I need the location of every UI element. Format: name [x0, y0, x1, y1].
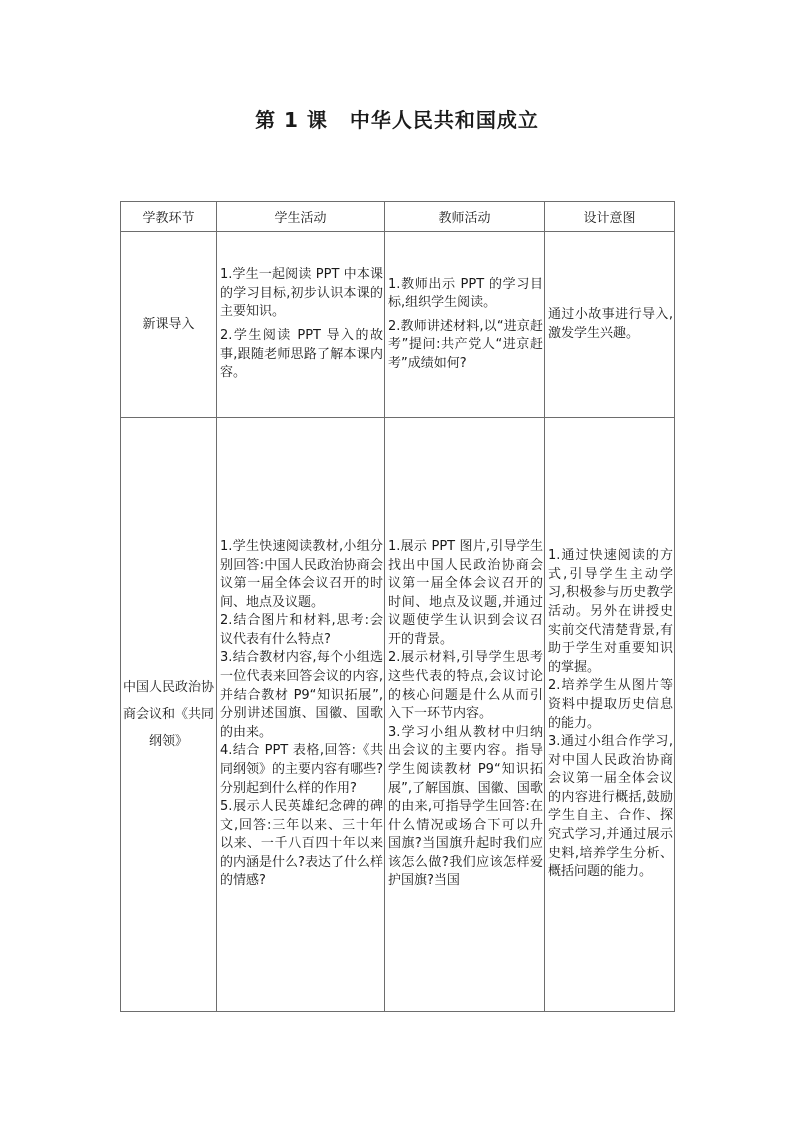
student-activity-item: 4.结合 PPT 表格,回答:《共同纲领》的主要内容有哪些?分别起到什么样的作用? [220, 743, 383, 796]
teacher-activity-cell [385, 418, 545, 1012]
teacher-activity-item: 1.展示 PPT 图片,引导学生找出中国人民政治协商会议第一届全体会议召开的时间、地点及议题,并通过议题使学生认识到会议召开的背景。 [388, 539, 543, 647]
lesson-name: 中华人民共和国成立 [349, 108, 539, 132]
design-intent-item: 1.通过快速阅读的方式,引导学生主动学习,积极参与历史教学活动。另外在讲授史实前交代清楚背景,有助于学生对重要知识的掌握。 [548, 548, 673, 675]
teacher-activity-item: 1.教师出示 PPT 的学习目标,组织学生阅读。 [388, 276, 543, 311]
student-activity-item: 1.学生一起阅读 PPT 中本课的学习目标,初步认识本课的主要知识。 [220, 267, 383, 320]
student-activity-item: 1.学生快速阅读教材,小组分别回答:中国人民政治协商会议第一届全体会议召开的时间、地点及议题。 [220, 539, 383, 610]
design-intent-cell [545, 232, 675, 418]
student-activity-item: 3.结合教材内容,每个小组选一位代表来回答会议的内容,并结合教材 P9“知识拓展”,分别讲述国旗、国徽、国歌的由来。 [220, 650, 383, 740]
student-activity-cell [217, 418, 385, 1012]
design-intent-cell [545, 418, 675, 1012]
teacher-activity-item: 2.展示材料,引导学生思考这些代表的特点,会议讨论的核心问题是什么从而引入下一环节内容。 [388, 650, 543, 722]
student-activity-item: 5.展示人民英雄纪念碑的碑文,回答:三年以来、三十年以来、一千八百四十年以来的内涵是什么?表达了什么样的情感? [220, 799, 383, 889]
header-design-intent: 设计意图 [545, 202, 675, 232]
header-student-activity: 学生活动 [217, 202, 385, 232]
design-intent-item: 2.培养学生从图片等资料中提取历史信息的能力。 [548, 678, 673, 731]
stage-cell: 新课导入 [121, 232, 217, 418]
design-intent-item: 通过小故事进行导入,激发学生兴趣。 [548, 306, 673, 341]
header-teacher-activity: 教师活动 [385, 202, 545, 232]
design-intent-item: 3.通过小组合作学习,对中国人民政治协商会议第一届全体会议的内容进行概括,鼓励学生自主、合作、探究式学习,并通过展示史料,培养学生分析、概括问题的能力。 [548, 734, 673, 880]
lesson-number: 第 1 课 [255, 108, 328, 132]
lesson-title [0, 104, 794, 133]
student-activity-cell [217, 232, 385, 418]
student-activity-item: 2.结合图片和材料,思考:会议代表有什么特点? [220, 613, 383, 647]
student-activity-item: 2.学生阅读 PPT 导入的故事,跟随老师思路了解本课内容。 [220, 328, 383, 381]
table-row [121, 418, 675, 1012]
header-stage: 学教环节 [121, 202, 217, 232]
teacher-activity-item: 3.学习小组从教材中归纳出会议的主要内容。指导学生阅读教材 P9“知识拓展”,了解国旗、国徽、国歌的由来,可指导学生回答:在什么情况或场合下可以升国旗?当国旗升起时我们应该怎么做?我们应该怎样爱护国旗?当国 [388, 724, 543, 889]
teacher-activity-item: 2.教师讲述材料,以“进京赶考”提问:共产党人“进京赶考”成绩如何? [388, 318, 543, 371]
table-header-row [121, 202, 675, 232]
table-row [121, 232, 675, 418]
teacher-activity-cell [385, 232, 545, 418]
stage-cell: 中国人民政治协商会议和《共同纲领》 [121, 418, 217, 1012]
lesson-plan-table [120, 201, 675, 1012]
